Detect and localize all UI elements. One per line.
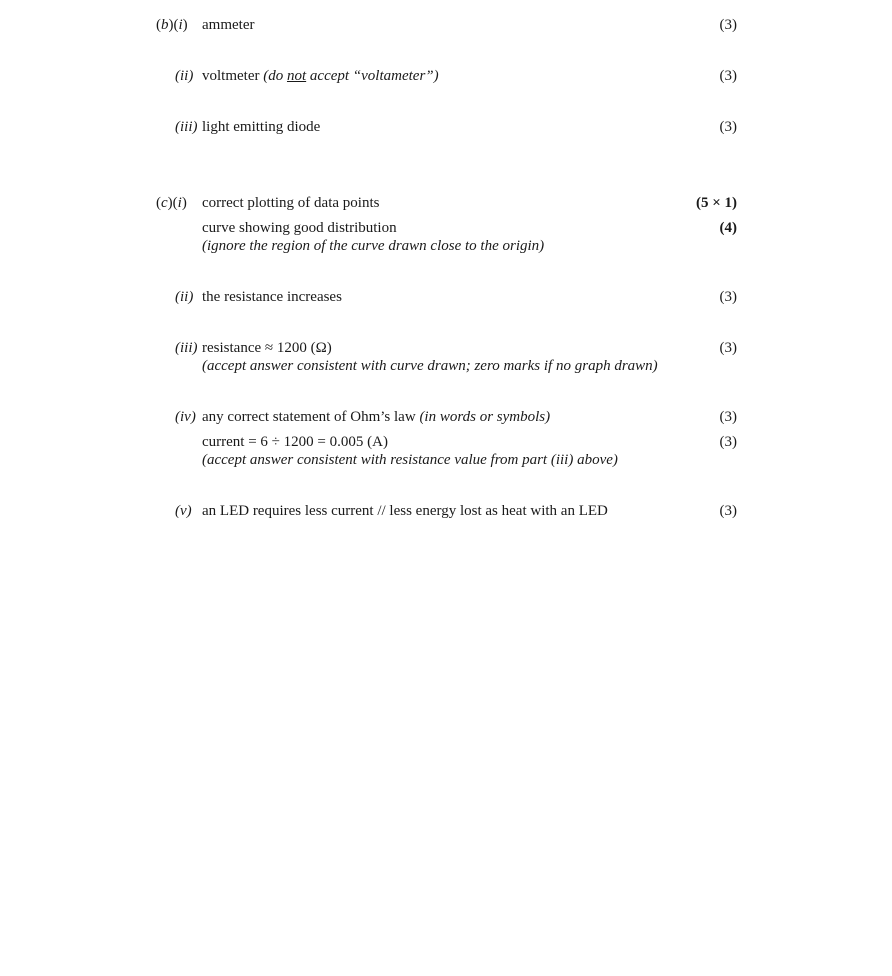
mark-c-ii: (3) [719, 289, 737, 305]
note-b-ii: (do not accept “voltameter”) [263, 68, 439, 84]
mark-b-i: (3) [719, 17, 737, 33]
label-b-i: (b)(i) [156, 17, 188, 33]
answer-c-i-curve: curve showing good distribution [202, 220, 397, 236]
note-c-iii: (accept answer consistent with curve drawn; zero marks if no graph drawn) [202, 358, 658, 374]
mark-c-iv-current: (3) [719, 434, 737, 450]
answer-b-i: ammeter [202, 17, 255, 33]
answer-b-iii: light emitting diode [202, 119, 321, 135]
answer-c-iii: resistance ≈ 1200 (Ω) [202, 340, 332, 356]
mark-c-i-curve: (4) [719, 220, 737, 236]
mark-b-ii: (3) [719, 68, 737, 84]
mark-c-iv: (3) [719, 409, 737, 425]
label-c-v: (v) [175, 503, 192, 519]
note-c-i: (ignore the region of the curve drawn close to the origin) [202, 238, 545, 254]
mark-b-iii: (3) [719, 119, 737, 135]
answer-c-v: an LED requires less current // less energy lost as heat with an LED [202, 503, 608, 519]
mark-c-v: (3) [719, 503, 737, 519]
label-c-ii: (ii) [175, 289, 194, 305]
mark-c-i: (5 × 1) [695, 195, 737, 211]
mark-c-iii: (3) [719, 340, 737, 356]
answer-c-i: correct plotting of data points [202, 195, 380, 211]
answer-c-iv-current: current = 6 ÷ 1200 = 0.005 (A) [202, 434, 388, 450]
answer-c-ii: the resistance increases [202, 289, 342, 305]
answer-b-ii: voltmeter (do not accept “voltameter”) [202, 68, 439, 84]
label-c-iv: (iv) [175, 409, 196, 425]
label-c-i: (c)(i) [156, 195, 187, 211]
answer-c-iv: any correct statement of Ohm’s law (in words or symbols) [202, 409, 551, 425]
label-c-iii: (iii) [175, 340, 198, 356]
note-c-iv: (accept answer consistent with resistance value from part (iii) above) [202, 452, 618, 468]
note-c-iv-inline: (in words or symbols) [419, 409, 551, 425]
label-b-ii: (ii) [175, 68, 194, 84]
label-b-iii: (iii) [175, 119, 198, 135]
